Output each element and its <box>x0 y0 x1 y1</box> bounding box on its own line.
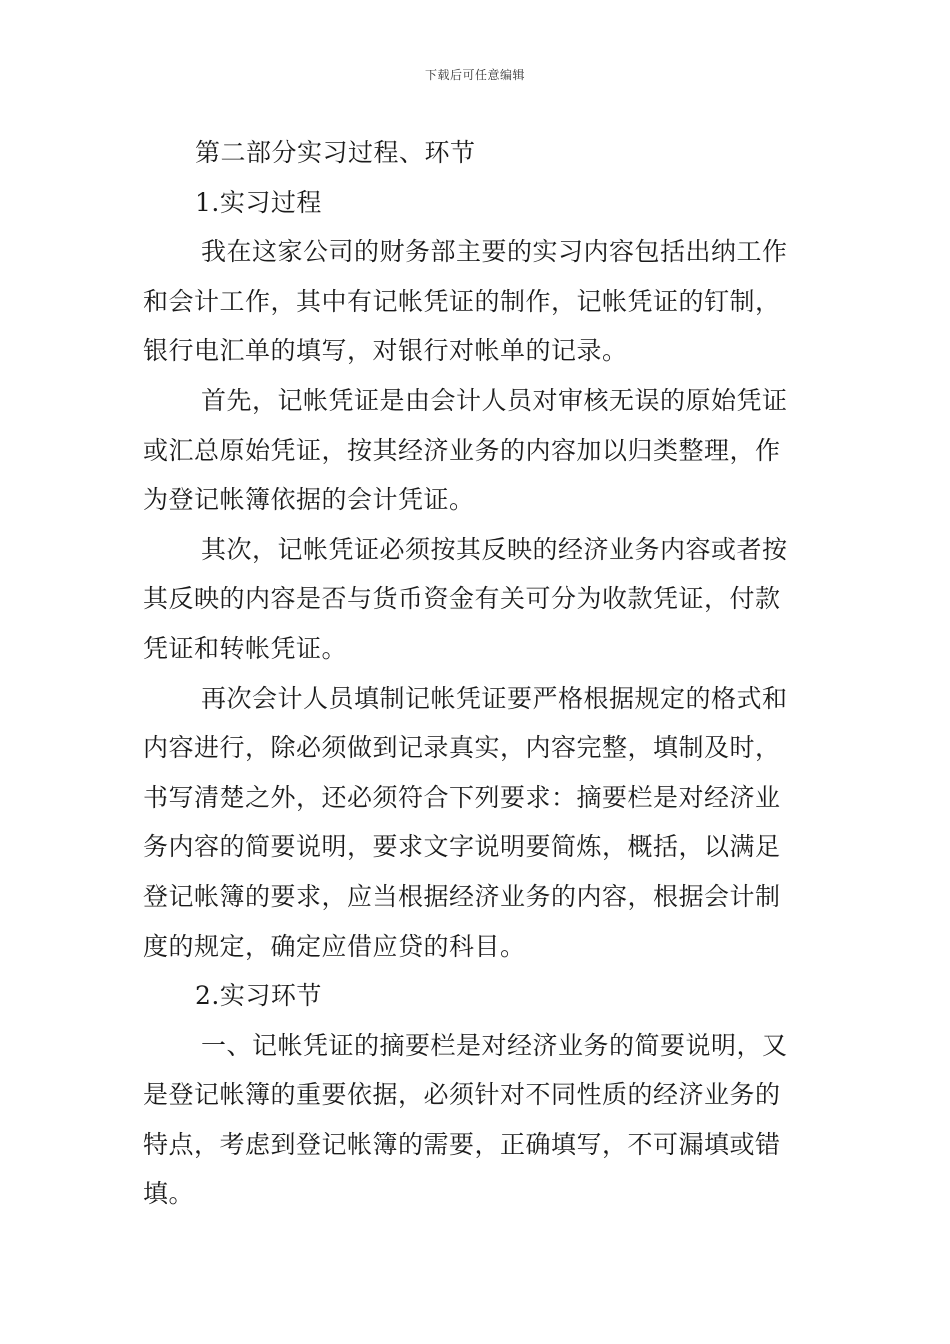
paragraph-line: 特点，考虑到登记帐簿的需要，正确填写，不可漏填或错 <box>143 1129 781 1159</box>
paragraph-line: 凭证和转帐凭证。 <box>143 633 348 663</box>
paragraph-3 <box>143 525 808 674</box>
paragraph-line: 务内容的简要说明，要求文字说明要简炼，概括，以满足 <box>143 832 781 862</box>
paragraph-5 <box>143 1021 808 1219</box>
subheading-internship-process: 1.实习过程 <box>195 187 322 217</box>
paragraph-line: 首先，记帐凭证是由会计人员对审核无误的原始凭证 <box>201 385 788 415</box>
paragraph-line: 再次会计人员填制记帐凭证要严格根据规定的格式和 <box>201 683 788 713</box>
document-body <box>143 128 808 1219</box>
paragraph-2 <box>143 376 808 525</box>
paragraph-line: 为登记帐簿依据的会计凭证。 <box>143 485 475 515</box>
paragraph-line: 和会计工作，其中有记帐凭证的制作，记帐凭证的钉制， <box>143 286 781 316</box>
paragraph-line: 或汇总原始凭证，按其经济业务的内容加以归类整理，作 <box>143 435 781 465</box>
paragraph-line: 登记帐簿的要求，应当根据经济业务的内容，根据会计制 <box>143 881 781 911</box>
header-note: 下载后可任意编辑 <box>424 68 525 82</box>
paragraph-line: 银行电汇单的填写，对银行对帐单的记录。 <box>143 336 628 366</box>
paragraph-line: 度的规定，确定应借应贷的科目。 <box>143 931 526 961</box>
paragraph-4 <box>143 674 808 972</box>
paragraph-line: 填。 <box>143 1179 195 1209</box>
paragraph-line: 书写清楚之外，还必须符合下列要求：摘要栏是对经济业 <box>143 782 781 812</box>
paragraph-line: 是登记帐簿的重要依据，必须针对不同性质的经济业务的 <box>143 1080 781 1110</box>
paragraph-line: 内容进行，除必须做到记录真实，内容完整，填制及时， <box>143 733 781 763</box>
paragraph-line: 我在这家公司的财务部主要的实习内容包括出纳工作 <box>201 237 788 267</box>
paragraph-1 <box>143 227 808 376</box>
paragraph-line: 其次，记帐凭证必须按其反映的经济业务内容或者按 <box>201 534 788 564</box>
section-title: 第二部分实习过程、环节 <box>195 138 476 167</box>
subheading-internship-stage: 2.实习环节 <box>195 981 322 1011</box>
paragraph-line: 一、记帐凭证的摘要栏是对经济业务的简要说明，又 <box>201 1030 788 1060</box>
paragraph-line: 其反映的内容是否与货币资金有关可分为收款凭证，付款 <box>143 584 781 614</box>
